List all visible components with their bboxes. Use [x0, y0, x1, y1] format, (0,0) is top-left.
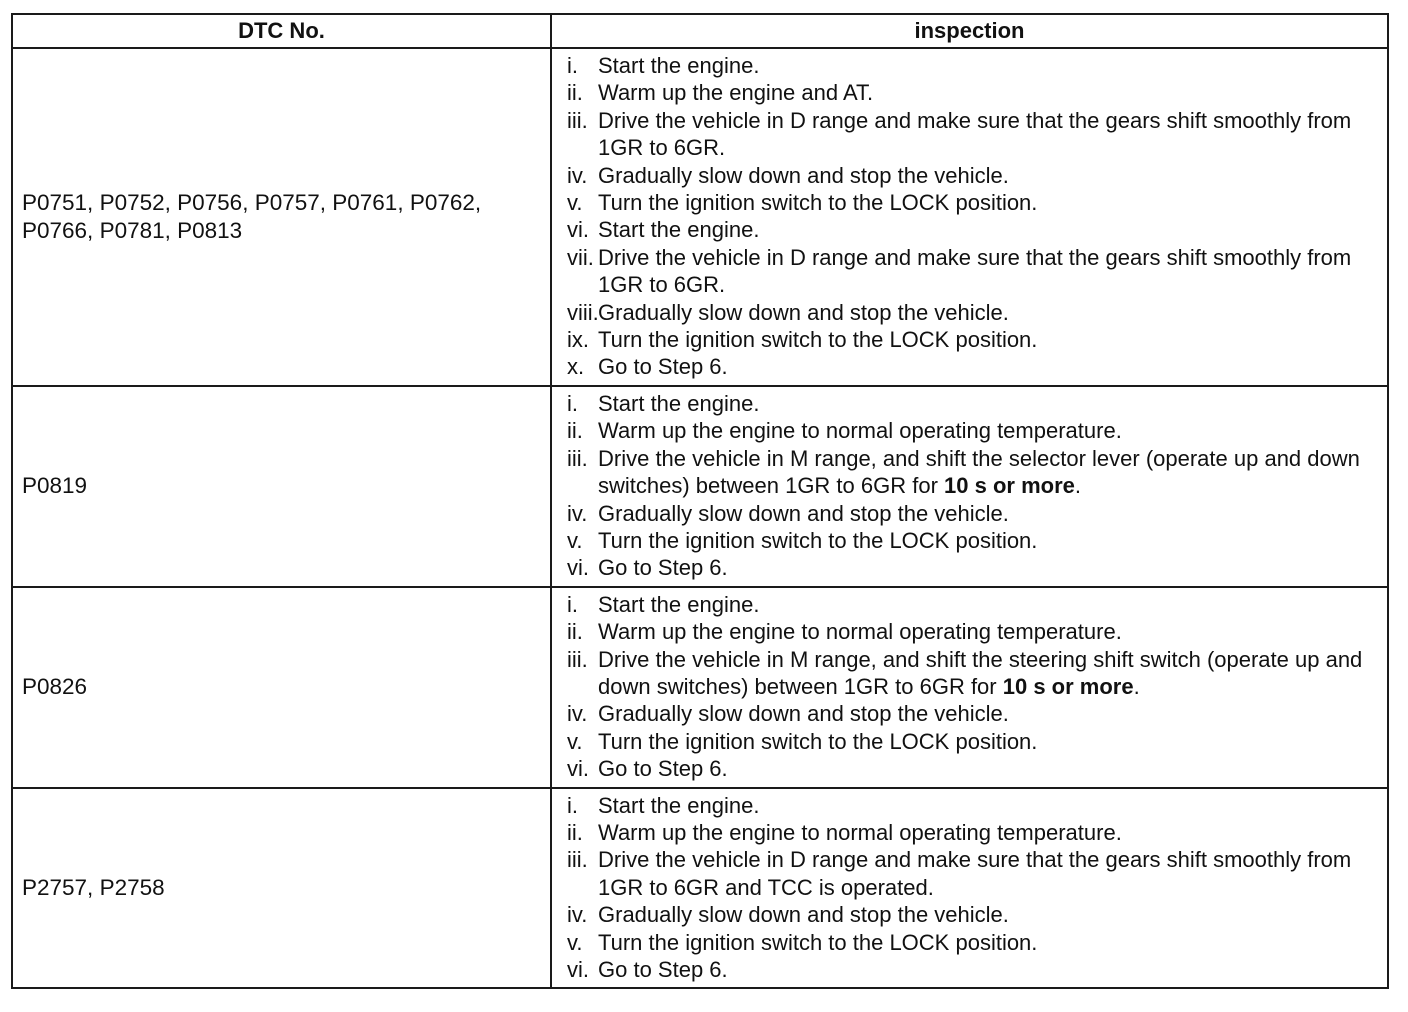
step-emphasis: 10 s or more — [1002, 673, 1134, 699]
table-row — [12, 587, 1388, 788]
step-number: iv. — [567, 162, 588, 188]
step-text: Gradually slow down and stop the vehicle. — [598, 902, 1009, 928]
inspection-step — [567, 445, 1377, 500]
step-text: Go to Step 6. — [598, 756, 728, 782]
inspection-step — [567, 846, 1377, 901]
step-number: v. — [567, 527, 583, 553]
inspection-step — [567, 929, 1377, 956]
dtc-code-line: P0751, P0752, P0756, P0757, P0761, P0762, — [22, 189, 482, 215]
step-text: Go to Step 6. — [598, 555, 728, 581]
inspection-steps-cell — [551, 788, 1388, 989]
step-text: Turn the ignition switch to the LOCK position. — [598, 929, 1038, 955]
step-number: ii. — [567, 819, 583, 845]
inspection-step — [567, 326, 1377, 353]
dtc-code-cell — [12, 48, 551, 386]
header-dtc-no: DTC No. — [12, 14, 551, 48]
inspection-step — [567, 189, 1377, 216]
step-text: Gradually slow down and stop the vehicle. — [598, 162, 1009, 188]
step-number: iii. — [567, 646, 588, 672]
inspection-step — [567, 52, 1377, 79]
step-number: ii. — [567, 619, 583, 645]
step-text: Gradually slow down and stop the vehicle. — [598, 299, 1009, 325]
step-text: Turn the ignition switch to the LOCK position. — [598, 728, 1038, 754]
dtc-code-line: P0826 — [22, 674, 88, 700]
step-number: vi. — [567, 756, 589, 782]
step-number: iii. — [567, 847, 588, 873]
step-text: Go to Step 6. — [598, 354, 728, 380]
inspection-step — [567, 107, 1377, 162]
step-text: Start the engine. — [598, 591, 760, 617]
step-text: Gradually slow down and stop the vehicle. — [598, 500, 1009, 526]
table-header-row — [12, 14, 1388, 48]
dtc-code-cell — [12, 788, 551, 989]
inspection-step — [567, 417, 1377, 444]
step-number: ii. — [567, 418, 583, 444]
inspection-step-list — [567, 390, 1377, 582]
step-text: Warm up the engine to normal operating temperature. — [598, 619, 1122, 645]
inspection-steps-cell — [551, 48, 1388, 386]
step-tail: . — [1133, 673, 1140, 699]
dtc-code-cell — [12, 386, 551, 587]
dtc-inspection-table — [11, 13, 1389, 989]
step-tail: . — [1074, 473, 1081, 499]
inspection-step — [567, 500, 1377, 527]
step-text: Turn the ignition switch to the LOCK position. — [598, 327, 1038, 353]
step-text: Drive the vehicle in D range and make sure that the gears shift smoothly from 1GR to 6GR. — [598, 244, 1352, 298]
dtc-code-line: P0766, P0781, P0813 — [22, 217, 243, 243]
inspection-step — [567, 618, 1377, 645]
inspection-step — [567, 554, 1377, 581]
step-number: i. — [567, 792, 578, 818]
step-number: v. — [567, 929, 583, 955]
inspection-step — [567, 353, 1377, 380]
table-row — [12, 788, 1388, 989]
step-text: Drive the vehicle in D range and make sure that the gears shift smoothly from 1GR to 6GR. — [598, 107, 1352, 161]
inspection-step — [567, 901, 1377, 928]
step-number: vi. — [567, 217, 589, 243]
inspection-step — [567, 728, 1377, 755]
step-text: Turn the ignition switch to the LOCK position. — [598, 527, 1038, 553]
step-text: Drive the vehicle in D range and make sure that the gears shift smoothly from 1GR to 6GR and TCC is operated. — [598, 847, 1352, 900]
step-text: Drive the vehicle in M range, and shift the selector lever (operate up and down switches) between 1GR to 6GR for — [598, 445, 1360, 499]
dtc-code-line: P0819 — [22, 473, 88, 499]
step-number: iii. — [567, 445, 588, 471]
inspection-step — [567, 216, 1377, 243]
inspection-step — [567, 244, 1377, 299]
step-number: ix. — [567, 327, 589, 353]
step-number: ii. — [567, 80, 583, 106]
inspection-step — [567, 390, 1377, 417]
step-emphasis: 10 s or more — [944, 473, 1075, 499]
step-number: iv. — [567, 701, 588, 727]
step-text: Turn the ignition switch to the LOCK position. — [598, 190, 1038, 216]
step-number: vii. — [567, 244, 594, 270]
inspection-step — [567, 79, 1377, 106]
step-number: i. — [567, 390, 578, 416]
step-number: x. — [567, 354, 585, 380]
inspection-step — [567, 755, 1377, 782]
step-number: viii. — [567, 299, 599, 325]
step-number: i. — [567, 53, 578, 78]
inspection-step — [567, 162, 1377, 189]
header-inspection: inspection — [551, 14, 1388, 48]
inspection-steps-cell — [551, 587, 1388, 788]
inspection-step — [567, 591, 1377, 618]
step-text: Start the engine. — [598, 792, 760, 818]
inspection-step — [567, 792, 1377, 819]
step-text: Drive the vehicle in M range, and shift the steering shift switch (operate up and down switches) between 1GR to 6GR for — [598, 646, 1363, 699]
inspection-step — [567, 700, 1377, 727]
step-text: Warm up the engine to normal operating temperature. — [598, 819, 1122, 845]
step-text: Start the engine. — [598, 217, 760, 243]
inspection-step — [567, 819, 1377, 846]
step-number: i. — [567, 591, 578, 617]
step-text: Start the engine. — [598, 390, 760, 416]
step-text: Warm up the engine to normal operating temperature. — [598, 418, 1122, 444]
step-number: iv. — [567, 902, 588, 928]
inspection-steps-cell — [551, 386, 1388, 587]
step-number: v. — [567, 728, 583, 754]
step-number: vi. — [567, 555, 589, 581]
inspection-step — [567, 646, 1377, 701]
step-number: v. — [567, 190, 583, 216]
inspection-step-list — [567, 591, 1377, 783]
inspection-step — [567, 527, 1377, 554]
step-text: Warm up the engine and AT. — [598, 80, 874, 106]
table-row — [12, 386, 1388, 587]
inspection-step-list — [567, 52, 1377, 381]
step-text: Start the engine. — [598, 53, 760, 78]
step-text: Go to Step 6. — [598, 957, 728, 982]
step-number: iii. — [567, 107, 588, 133]
inspection-step-list — [567, 792, 1377, 984]
dtc-code-line: P2757, P2758 — [22, 874, 165, 900]
step-text: Gradually slow down and stop the vehicle. — [598, 701, 1009, 727]
inspection-step — [567, 299, 1377, 326]
step-number: iv. — [567, 500, 588, 526]
dtc-code-cell — [12, 587, 551, 788]
inspection-step — [567, 956, 1377, 983]
table-row — [12, 48, 1388, 386]
step-number: vi. — [567, 957, 589, 982]
